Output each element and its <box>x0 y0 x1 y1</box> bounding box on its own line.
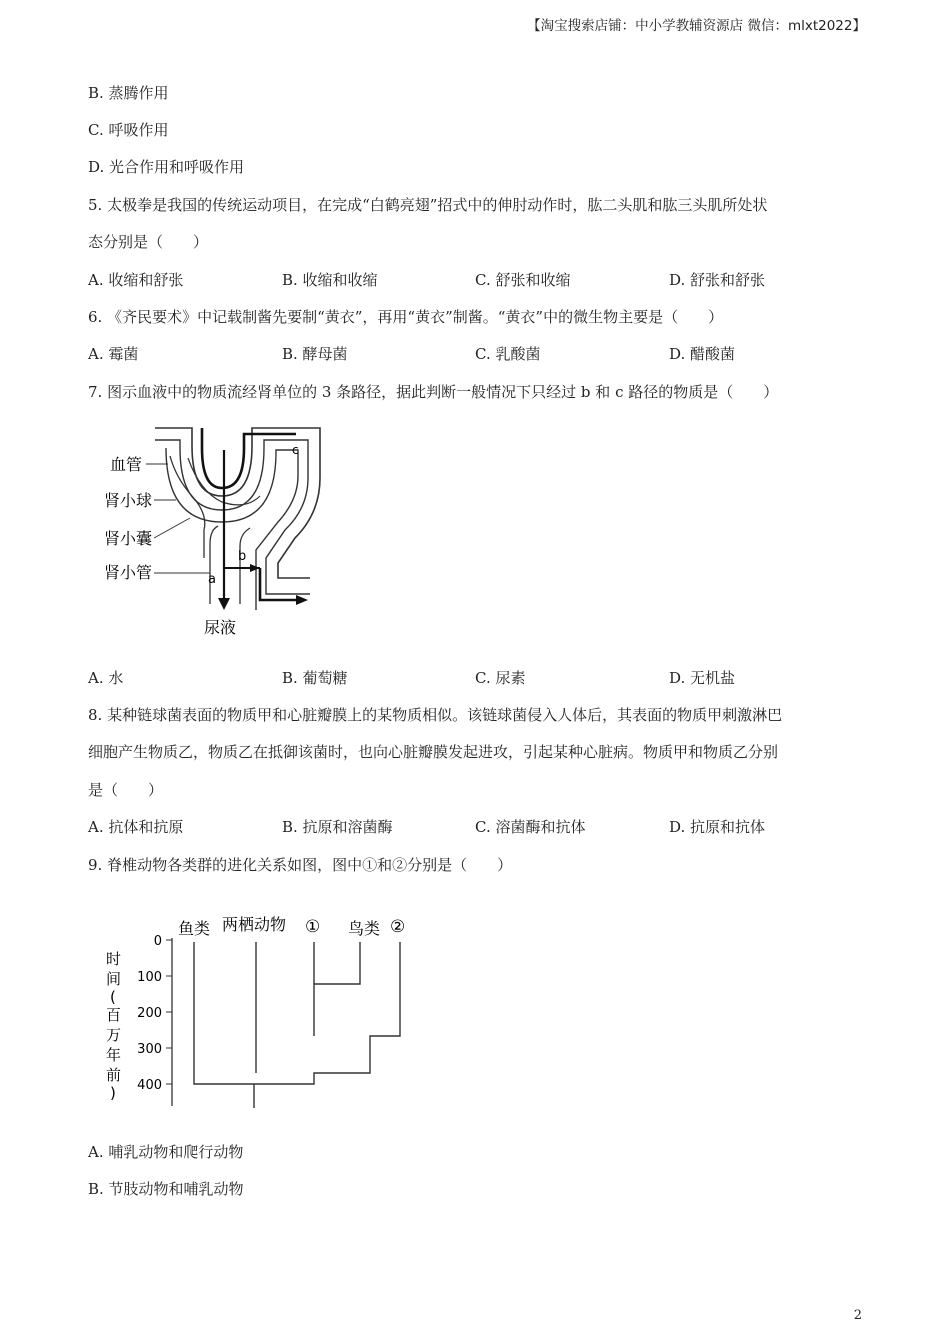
kidney-nephron-diagram <box>100 418 330 644</box>
y-axis-label <box>106 950 121 1102</box>
q7-option-d: D. 无机盐 <box>669 669 736 687</box>
taxon-fish: 鱼类 <box>178 919 211 938</box>
svg-text:年: 年 <box>106 1046 122 1064</box>
q8-option-b: B. 抗原和溶菌酶 <box>282 818 393 836</box>
taxon-unknown-1: ① <box>305 917 321 937</box>
q6-option-a: A. 霉菌 <box>88 345 139 363</box>
axis-tick-label: 100 <box>137 970 162 985</box>
path-c-label: c <box>292 443 299 457</box>
axis-tick-label: 300 <box>137 1042 162 1057</box>
axis-tick-label: 200 <box>137 1006 162 1021</box>
q8-option-a: A. 抗体和抗原 <box>88 818 184 836</box>
svg-text:间: 间 <box>106 970 122 988</box>
svg-text:): ) <box>110 1084 116 1102</box>
label-renal-tubule: 肾小管 <box>104 563 153 582</box>
axis-tick-label: 400 <box>137 1078 162 1093</box>
label-blood-vessel: 血管 <box>110 455 143 474</box>
phylogeny-branches <box>194 942 400 1108</box>
q4-option-c: C. 呼吸作用 <box>88 121 169 139</box>
taxon-unknown-2: ② <box>390 917 406 937</box>
q6-option-d: D. 醋酸菌 <box>669 345 736 363</box>
svg-text:时: 时 <box>106 950 122 968</box>
q7-option-c: C. 尿素 <box>475 669 526 687</box>
taxon-bird: 鸟类 <box>348 919 381 938</box>
q7-stem: 7. 图示血液中的物质流经肾单位的 3 条路径，据此判断一般情况下只经过 b 和 c 路径的物质是（ ） <box>88 383 779 401</box>
svg-text:前: 前 <box>106 1066 122 1084</box>
page-header: 【淘宝搜索店铺：中小学教辅资源店 微信：mlxt2022】 <box>527 18 866 34</box>
q5-stem-line1: 5. 太极拳是我国的传统运动项目，在完成“白鹤亮翅”招式中的伸肘动作时，肱二头肌和肱三头肌所处状 <box>88 196 768 214</box>
q5-option-c: C. 舒张和收缩 <box>475 271 571 289</box>
label-urine: 尿液 <box>204 618 237 637</box>
taxon-amphibian: 两栖动物 <box>222 915 287 934</box>
q9-stem: 9. 脊椎动物各类群的进化关系如图，图中①和②分别是（ ） <box>88 856 513 874</box>
path-a-label: a <box>208 572 216 587</box>
label-bowman-capsule: 肾小囊 <box>104 529 153 548</box>
svg-text:万: 万 <box>106 1026 122 1044</box>
q7-option-a: A. 水 <box>88 669 124 687</box>
svg-text:(: ( <box>110 988 116 1006</box>
page-number: 2 <box>853 1308 862 1323</box>
q5-stem-line2: 态分别是（ ） <box>88 233 209 251</box>
vertebrate-phylogeny-diagram <box>98 908 418 1113</box>
q8-option-c: C. 溶菌酶和抗体 <box>475 818 586 836</box>
svg-text:百: 百 <box>106 1006 122 1024</box>
q4-option-b: B. 蒸腾作用 <box>88 84 169 102</box>
q6-option-b: B. 酵母菌 <box>282 345 348 363</box>
q9-option-b: B. 节肢动物和哺乳动物 <box>88 1180 244 1198</box>
q8-stem-line1: 8. 某种链球菌表面的物质甲和心脏瓣膜上的某物质相似。该链球菌侵入人体后，其表面的物质甲刺激淋巴 <box>88 706 783 724</box>
path-b-label: b <box>238 549 247 564</box>
q8-option-d: D. 抗原和抗体 <box>669 818 766 836</box>
q5-option-b: B. 收缩和收缩 <box>282 271 378 289</box>
q4-option-d: D. 光合作用和呼吸作用 <box>88 158 245 176</box>
label-glomerulus: 肾小球 <box>104 491 153 510</box>
q8-stem-line2: 细胞产生物质乙，物质乙在抵御该菌时，也向心脏瓣膜发起进攻，引起某种心脏病。物质甲和物质乙分别 <box>88 743 779 761</box>
q6-stem: 6. 《齐民要术》中记载制酱先要制“黄衣”，再用“黄衣”制酱。“黄衣”中的微生物主要是（ ） <box>88 308 724 326</box>
q8-stem-line3: 是（ ） <box>88 781 164 799</box>
axis-tick-label: 0 <box>153 934 162 949</box>
q5-option-a: A. 收缩和舒张 <box>88 271 184 289</box>
q7-option-b: B. 葡萄糖 <box>282 669 348 687</box>
q6-option-c: C. 乳酸菌 <box>475 345 541 363</box>
q9-option-a: A. 哺乳动物和爬行动物 <box>88 1143 244 1161</box>
q5-option-d: D. 舒张和舒张 <box>669 271 766 289</box>
